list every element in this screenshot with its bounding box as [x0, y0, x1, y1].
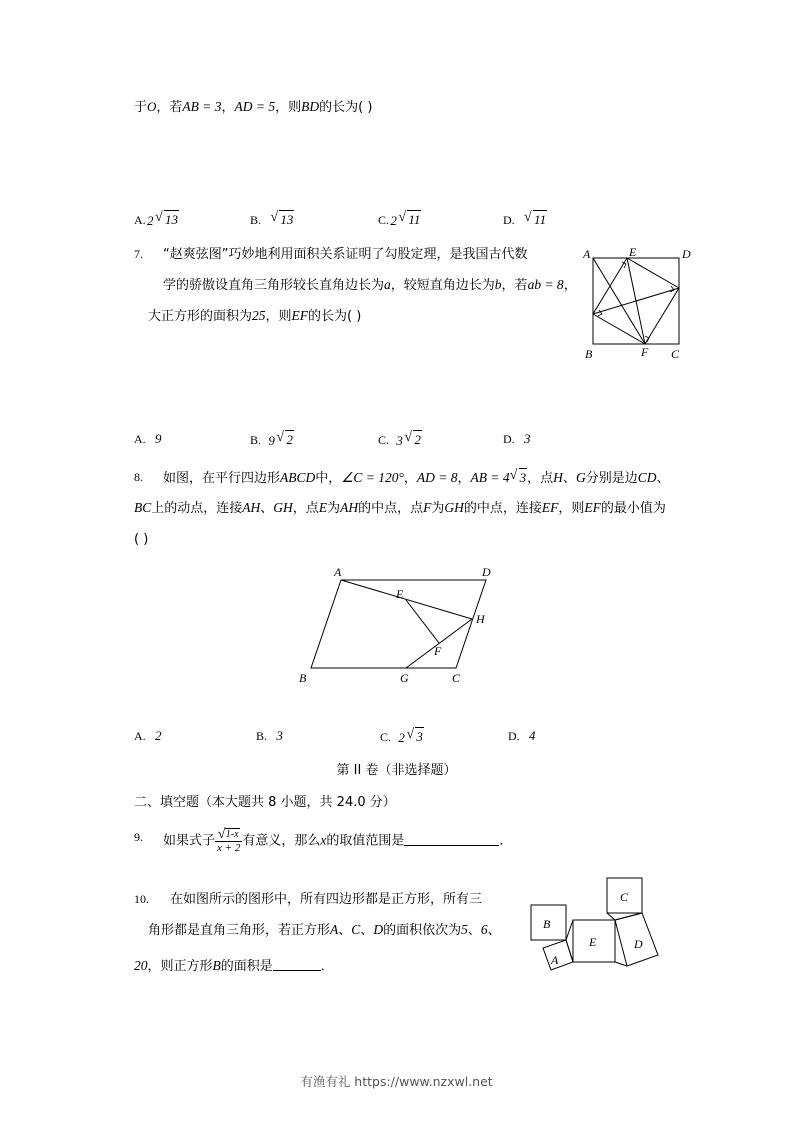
q7-option-c-coef: √ 3 — [396, 433, 403, 448]
q8-var-ef: EF — [541, 500, 559, 515]
q8-var-h: H — [553, 470, 563, 485]
section-heading-text: 二、填空题（本大题共 8 小题，共 24.0 分） — [134, 795, 396, 810]
q8-l1a: 如图，在平行四边形 — [163, 471, 281, 486]
q8-l2i: ，则 — [558, 501, 585, 516]
q6-option-b[interactable] — [250, 210, 294, 229]
q8-label-G: G — [400, 671, 409, 685]
volume-title-text: 第 II 卷（非选择题） — [336, 763, 457, 778]
q6-option-a-label: A. — [134, 213, 146, 227]
q10-l2e: 、 — [467, 923, 481, 938]
q8-l2d: ，点 — [292, 501, 319, 516]
q7-line2-e: ， — [563, 278, 577, 293]
q8-l1c: ， — [403, 471, 417, 486]
q6-option-c-radicand: 11 — [408, 212, 421, 227]
q10-l2f: 、 — [487, 923, 501, 938]
q8-number — [134, 468, 143, 486]
q9-a: 如果式子 — [163, 833, 216, 849]
q10-l2b: 、 — [338, 923, 352, 938]
q7-label-E: E — [629, 246, 637, 259]
q9-c: 的取值范围是 — [326, 833, 405, 849]
q8-l2f: 的中点，点 — [358, 501, 424, 516]
q7-label-D: D — [682, 247, 691, 261]
q8-l1g: 分别是边 — [585, 471, 638, 486]
q8-angle-c: ∠C = 120° — [341, 470, 404, 485]
q10-l3a: ，则正方形 — [147, 959, 213, 974]
q7-stem-line1 — [163, 245, 527, 264]
q10-l3c: ． — [320, 959, 334, 974]
q7-option-b-coef: √ 9 — [268, 433, 275, 448]
q7-option-c[interactable] — [378, 430, 422, 449]
q8-option-b[interactable] — [256, 727, 283, 745]
q6-option-a-radicand: 13 — [165, 212, 179, 227]
q7-option-a-value: 9 — [155, 431, 162, 446]
q10-label-D: D — [634, 937, 643, 951]
q10-area-c: 6 — [480, 922, 488, 937]
q6-option-c[interactable] — [378, 210, 421, 229]
q7-line2-d: ，若 — [501, 278, 528, 293]
q8-label-C: C — [452, 671, 461, 685]
q10-figure — [510, 872, 715, 1007]
q9-number-text: 9. — [134, 830, 143, 844]
q7-option-d-value: 3 — [524, 431, 531, 446]
q10-l3b: 的面积是 — [220, 959, 273, 974]
q7-line2-c: ，较短直角边长为 — [390, 278, 495, 293]
q6-option-b-radicand: 13 — [280, 212, 294, 227]
q8-ad: AD = 8 — [416, 470, 458, 485]
q10-var-c: C — [351, 922, 361, 937]
q8-option-c-label: C. — [380, 730, 392, 744]
q7-option-d[interactable] — [503, 430, 531, 448]
q6-comma: ， — [221, 100, 235, 115]
q7-label-C: C — [671, 347, 680, 361]
q7-line3-a: 大正方形的面积为 — [148, 309, 253, 324]
q7-option-b-label: B. — [250, 433, 262, 447]
q10-l2a: 角形都是直角三角形，若正方形 — [148, 923, 331, 938]
q10-label-A: A — [551, 953, 559, 967]
q9-fraction-numerator — [215, 828, 242, 842]
q8-stem-line1 — [163, 468, 669, 488]
q8-l1d: ， — [457, 471, 471, 486]
footer-text: 有渔有礼 https://www.nzxwl.net — [300, 1074, 493, 1089]
q10-var-b: B — [212, 958, 221, 973]
q8-var-ah: AH — [242, 500, 261, 515]
q6-then: ，则 — [275, 100, 302, 115]
q7-option-c-label: C. — [378, 433, 390, 447]
q8-l2e: 为 — [327, 501, 341, 516]
q8-option-d[interactable] — [508, 727, 536, 745]
q8-figure — [286, 565, 516, 690]
q6-tail-2: ，若 — [156, 100, 183, 115]
q8-number-text: 8. — [134, 470, 143, 484]
q7-option-c-radicand: 2 — [414, 432, 421, 447]
q10-area-a: 5 — [461, 922, 468, 937]
q8-l2h: 的中点，连接 — [463, 501, 542, 516]
q10-area-d: 20 — [134, 958, 148, 973]
q8-option-d-label: D. — [508, 729, 520, 743]
q6-option-b-label: B. — [250, 213, 262, 227]
q10-stem-line2 — [148, 921, 501, 940]
q9-number — [134, 828, 143, 846]
q10-label-B: B — [543, 917, 551, 931]
q7-option-d-label: D. — [503, 432, 515, 446]
q8-l2g: 为 — [431, 501, 445, 516]
q8-label-D: D — [482, 565, 491, 579]
q7-cond-ab: ab = 8 — [527, 277, 564, 292]
q7-area-value: 25 — [252, 308, 266, 323]
q7-option-b-radicand: 2 — [286, 432, 293, 447]
q10-l2d: 的面积依次为 — [383, 923, 462, 938]
q10-label-E: E — [589, 935, 597, 949]
q10-var-d: D — [373, 922, 384, 937]
q7-var-ef: EF — [291, 308, 309, 323]
q6-option-d-radicand: 11 — [534, 212, 547, 227]
q8-stem-line3 — [134, 530, 148, 549]
q6-ad: AD = 5 — [234, 99, 276, 114]
q7-line3-b: ，则 — [265, 309, 292, 324]
q7-option-a[interactable] — [134, 430, 162, 448]
q8-option-b-label: B. — [256, 729, 268, 743]
q7-var-b: b — [494, 277, 502, 292]
q10-number-text: 10. — [134, 892, 149, 906]
q9-stem — [163, 828, 512, 854]
q8-option-c-coef: √ 2 — [398, 730, 405, 745]
q8-option-c-radicand: 3 — [416, 729, 423, 744]
q9-answer-blank[interactable] — [404, 834, 499, 846]
q6-option-c-coef: √ 2 — [390, 213, 397, 228]
q8-label-H: H — [476, 612, 485, 626]
q7-stem-line2 — [163, 276, 577, 295]
q6-option-a-coef: √ 2 — [147, 213, 154, 228]
q9-d: ． — [499, 833, 513, 849]
q10-answer-blank[interactable] — [273, 959, 321, 971]
q6-option-d[interactable] — [503, 210, 547, 229]
q10-l2c: 、 — [360, 923, 374, 938]
q8-l1h: 、 — [656, 471, 670, 486]
q8-label-F: F — [434, 644, 442, 658]
q7-number — [134, 245, 143, 263]
q8-var-ah2: AH — [340, 500, 359, 515]
q7-line1-text: “赵爽弦图”巧妙地利用面积关系证明了勾股定理，是我国古代数 — [163, 247, 528, 262]
q8-l2b: 上的动点，连接 — [151, 501, 243, 516]
q8-var-bc: BC — [134, 500, 152, 515]
q10-stem-line1 — [170, 890, 482, 909]
q6-bd: BD — [301, 99, 320, 114]
q8-option-d-value: 4 — [529, 728, 536, 743]
q8-option-a-label: A. — [134, 729, 146, 743]
q10-l1: 在如图所示的图形中，所有四边形都是正方形，所有三 — [170, 892, 483, 907]
q8-ab-pre: AB = 4 — [470, 470, 510, 485]
q8-l1e: ，点 — [527, 471, 554, 486]
q6-option-c-label: C. — [378, 213, 390, 227]
q10-var-a: A — [330, 922, 339, 937]
q8-var-cd: CD — [637, 470, 657, 485]
q8-l1b: 中， — [315, 471, 342, 486]
q7-label-A: A — [583, 247, 591, 261]
q7-option-a-label: A. — [134, 432, 146, 446]
q6-option-a[interactable] — [134, 210, 179, 229]
q7-option-b[interactable] — [250, 430, 294, 449]
q8-l1f: 、 — [562, 471, 576, 486]
q7-number-text: 7. — [134, 247, 143, 261]
q7-label-B: B — [585, 347, 593, 361]
q8-l3: ( ) — [134, 532, 149, 547]
q8-var-gh2: GH — [444, 500, 464, 515]
q6-stem-tail — [134, 98, 372, 117]
q8-label-E: E — [396, 587, 404, 601]
q8-option-b-value: 3 — [276, 728, 283, 743]
q8-var-gh: GH — [273, 500, 293, 515]
q6-option-d-label: D. — [503, 213, 515, 227]
q8-option-a[interactable] — [134, 727, 162, 745]
q8-label-B: B — [299, 671, 307, 685]
q9-fraction-denominator: x + 2 — [217, 841, 241, 854]
q8-l2j: 的最小值为 — [600, 501, 666, 516]
section-heading — [134, 793, 396, 812]
q9-numerator-radicand: 1-x — [225, 829, 239, 840]
q8-var-ef2: EF — [584, 500, 601, 515]
q8-label-A: A — [334, 565, 342, 579]
q7-line2-a: 学的骄傲 — [163, 278, 216, 293]
q10-stem-line3 — [134, 957, 334, 976]
q8-option-a-value: 2 — [155, 728, 162, 743]
q6-tail-1: 于 — [134, 100, 148, 115]
q6-point-o: O — [147, 99, 157, 114]
q8-var-abcd: ABCD — [280, 470, 316, 485]
q6-tail-3: 的长为( ) — [319, 100, 373, 115]
page-footer — [0, 1072, 793, 1090]
q9-fraction — [215, 828, 242, 854]
q9-var-x: x — [320, 832, 327, 848]
q10-number — [134, 890, 149, 908]
q7-var-a: a — [384, 277, 391, 292]
q9-b: 有意义，那么 — [242, 833, 321, 849]
q8-l2c: 、 — [260, 501, 274, 516]
q7-line2-b: 设直角三角形较长直角边长为 — [215, 278, 385, 293]
q6-ab: AB = 3 — [182, 99, 222, 114]
q7-line3-c: 的长为( ) — [308, 309, 362, 324]
q8-ab-radicand: 3 — [519, 470, 527, 485]
q8-var-g: G — [575, 470, 586, 485]
q10-label-C: C — [620, 890, 629, 904]
q8-stem-line2 — [134, 499, 666, 518]
q7-stem-line3 — [148, 307, 361, 326]
q7-label-F: F — [641, 345, 649, 359]
q8-var-e: E — [318, 500, 328, 515]
q8-var-f: F — [423, 500, 432, 515]
q8-option-c[interactable] — [380, 727, 424, 746]
q7-figure — [583, 246, 693, 361]
volume-title — [0, 761, 793, 780]
